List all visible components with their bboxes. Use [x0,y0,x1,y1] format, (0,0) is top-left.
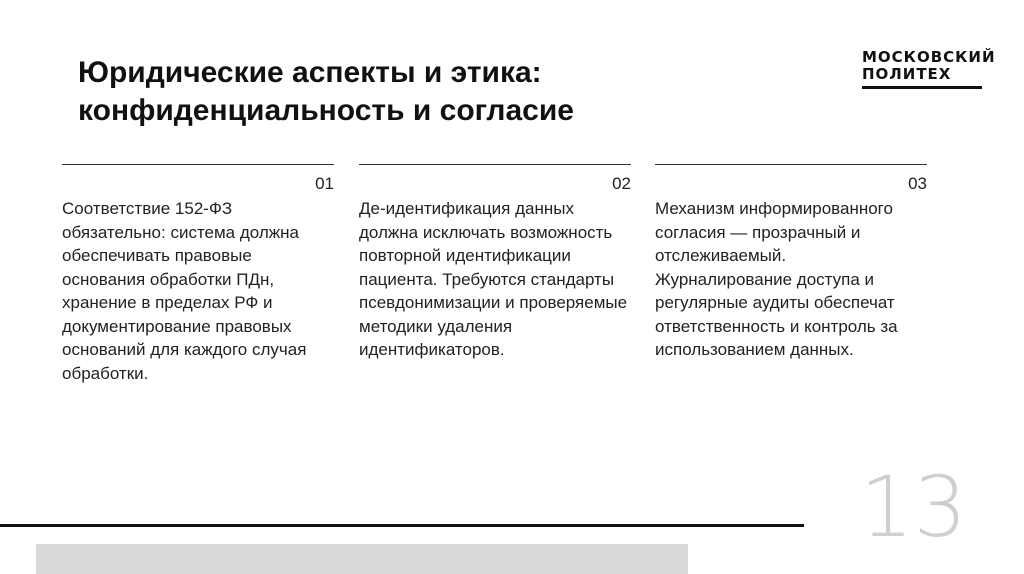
column-number: 01 [315,174,334,193]
slide-page-number: 13 [860,458,967,556]
bottom-divider-bar [0,524,804,527]
column-divider [62,164,334,165]
column-text: Механизм информированного согласия — прозрачный и отслеживаемый. Журналирование доступа и регулярные аудиты обеспечат ответственность и контроль за использованием данных. [655,199,898,359]
slide-title [78,54,778,130]
logo-text-line-1: МОСКОВСКИЙ [862,48,996,66]
column-divider [359,164,631,165]
column-text: Соответствие 152-ФЗ обязательно: система должна обеспечивать правовые основания обработки ПДн, хранение в пределах РФ и документирование правовых оснований для каждого случая обработки. [62,199,307,383]
column-divider [655,164,927,165]
logo-text-line-2: ПОЛИТЕХ [862,65,952,79]
footer-band [36,544,688,574]
column-02 [359,164,631,362]
column-01 [62,164,334,385]
slide-title-line-2: конфиденциальность и согласие [78,94,574,127]
logo-underline [862,86,982,89]
column-number: 02 [612,174,631,193]
slide-title-line-1: Юридические аспекты и этика: [78,56,542,89]
column-number: 03 [908,174,927,193]
column-03 [655,164,927,362]
column-text: Де-идентификация данных должна исключать возможность повторной идентификации пациента. Требуются стандарты псевдонимизации и проверяемые методики удаления идентификаторов. [359,199,628,359]
moscow-polytech-logo [862,48,996,94]
